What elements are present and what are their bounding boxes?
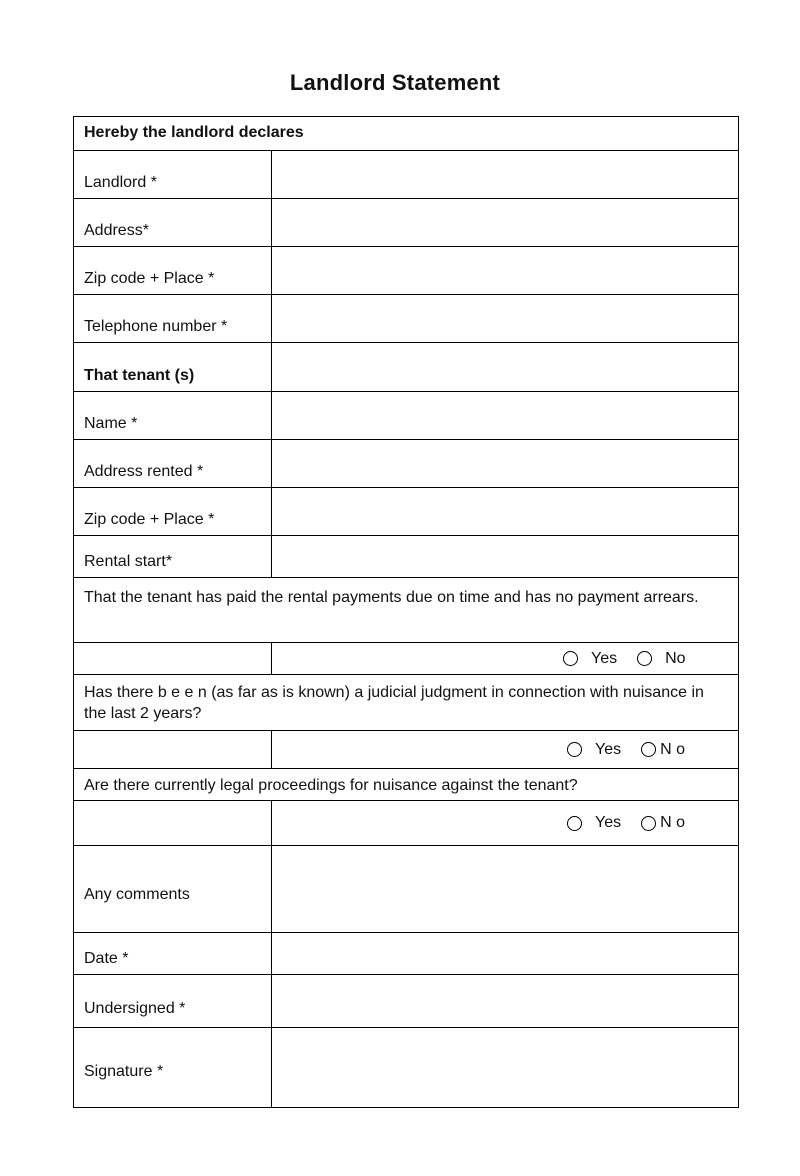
question-2-row — [74, 675, 738, 731]
page-title: Landlord Statement — [289, 70, 501, 95]
address-rented-label: Address rented * — [84, 463, 204, 480]
address-field[interactable] — [272, 199, 738, 246]
telephone-field[interactable] — [272, 295, 738, 342]
landlord-label: Landlord * — [84, 174, 157, 191]
q2-yes-label: Yes — [595, 740, 622, 758]
question-1-answer-row — [74, 643, 738, 675]
question-1-row — [74, 578, 738, 643]
q1-yes-radio[interactable] — [563, 651, 578, 666]
tenant-header: That tenant (s) — [84, 367, 195, 384]
q2-no-radio[interactable] — [641, 742, 656, 757]
date-label: Date * — [84, 950, 129, 967]
q3-no-radio[interactable] — [641, 816, 656, 831]
declares-header — [74, 117, 738, 150]
date-field[interactable] — [272, 933, 738, 974]
question-2-text: Has there b e e n (as far as is known) a judicial judgment in connection with nuisance in the last 2 years? — [84, 684, 704, 722]
tenant-zip-place-label: Zip code + Place * — [84, 511, 215, 528]
address-label: Address* — [84, 222, 149, 239]
landlord-statement-form — [73, 116, 739, 1108]
question-2-empty-cell — [74, 731, 272, 768]
q3-yes-radio[interactable] — [567, 816, 582, 831]
undersigned-row — [74, 975, 738, 1028]
date-row — [74, 933, 738, 975]
telephone-label: Telephone number * — [84, 318, 228, 335]
declares-header-row — [74, 117, 738, 151]
question-1-text: That the tenant has paid the rental payments due on time and has no payment arrears. — [84, 589, 699, 606]
q3-yes-label: Yes — [595, 814, 622, 831]
tenant-name-row — [74, 392, 738, 440]
q1-no-label: No — [665, 649, 686, 667]
comments-row — [74, 846, 738, 933]
tenant-zip-place-field[interactable] — [272, 488, 738, 535]
telephone-row — [74, 295, 738, 343]
declares-header-text: Hereby the landlord declares — [84, 124, 304, 141]
tenant-zip-place-row — [74, 488, 738, 536]
signature-label: Signature * — [84, 1063, 164, 1080]
question-3-row — [74, 769, 738, 801]
tenant-name-label: Name * — [84, 415, 138, 432]
question-3-empty-cell — [74, 801, 272, 845]
question-2-answer-row — [74, 731, 738, 769]
rental-start-label: Rental start* — [84, 553, 173, 570]
tenant-header-row — [74, 343, 738, 392]
comments-label: Any comments — [84, 886, 190, 903]
signature-row — [74, 1028, 738, 1107]
zip-place-field[interactable] — [272, 247, 738, 294]
address-rented-field[interactable] — [272, 440, 738, 487]
landlord-row — [74, 151, 738, 199]
question-1-empty-cell — [74, 643, 272, 674]
rental-start-field[interactable] — [272, 536, 738, 577]
signature-field[interactable] — [272, 1028, 738, 1107]
comments-field[interactable] — [272, 846, 738, 932]
question-3-answer-row — [74, 801, 738, 846]
rental-start-row — [74, 536, 738, 578]
undersigned-field[interactable] — [272, 975, 738, 1027]
q2-no-label: N o — [660, 740, 686, 758]
tenant-name-field[interactable] — [272, 392, 738, 439]
landlord-field[interactable] — [272, 151, 738, 198]
question-3-text: Are there currently legal proceedings for nuisance against the tenant? — [84, 777, 578, 794]
q2-yes-radio[interactable] — [567, 742, 582, 757]
address-rented-row — [74, 440, 738, 488]
tenant-header-field[interactable] — [272, 343, 738, 391]
zip-place-label: Zip code + Place * — [84, 270, 215, 287]
zip-place-row — [74, 247, 738, 295]
q1-no-radio[interactable] — [637, 651, 652, 666]
q1-yes-label: Yes — [591, 649, 618, 667]
q3-no-label: N o — [660, 814, 686, 831]
address-row — [74, 199, 738, 247]
undersigned-label: Undersigned * — [84, 1000, 186, 1017]
